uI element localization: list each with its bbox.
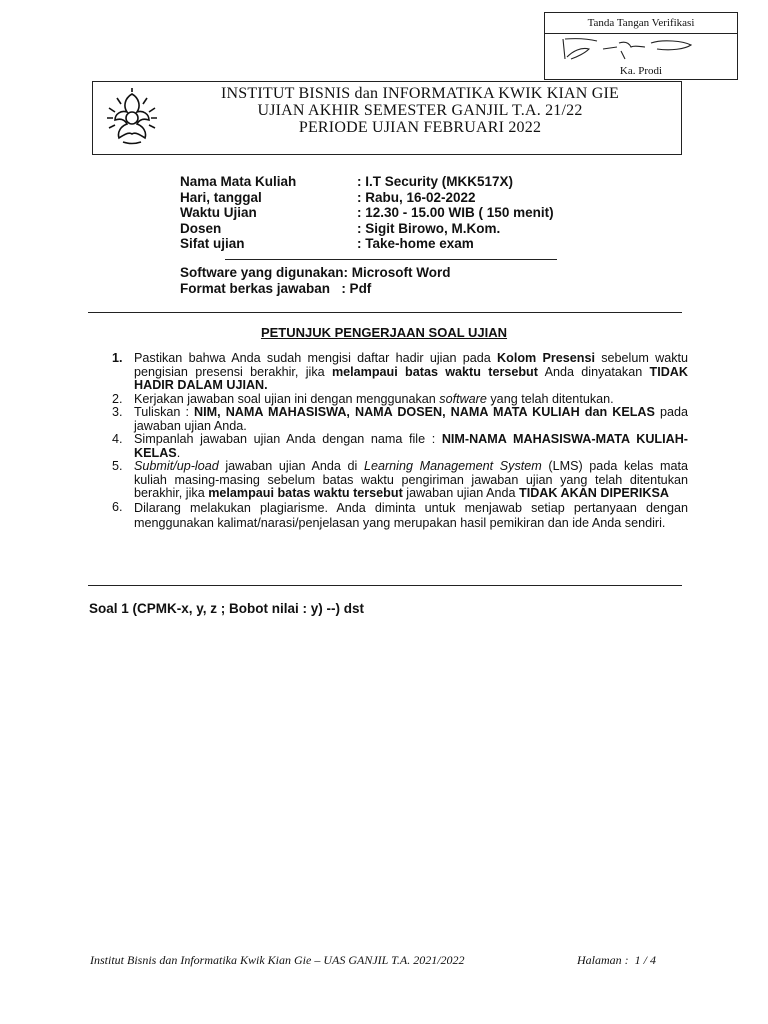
- item-number: 6.: [112, 499, 123, 514]
- info-row-course-name: [180, 174, 554, 190]
- verification-role: Ka. Prodi: [619, 65, 663, 77]
- course-info: [180, 174, 554, 252]
- list-item: [112, 460, 688, 501]
- text-run: jawaban ujian Anda di: [218, 459, 364, 473]
- text-run: (LMS) pada kelas mata kuliah masing-masing sebelum batas waktu pengiriman jawaban ujian yang telah ditentukan berakhir, jika: [134, 459, 688, 500]
- text-run-bold: melampaui batas waktu tersebut: [331, 364, 538, 379]
- format-row: [180, 281, 451, 297]
- instructions-title: PETUNJUK PENGERJAAN SOAL UJIAN: [260, 325, 508, 340]
- info-value: : I.T Security (MKK517X): [357, 174, 514, 189]
- footer-institution: Institut Bisnis dan Informatika Kwik Kian Gie – UAS GANJIL T.A. 2021/2022: [90, 953, 465, 967]
- software-value: Microsoft Word: [348, 265, 451, 280]
- info-key: Waktu Ujian: [180, 205, 257, 220]
- item-text: [134, 460, 688, 501]
- institute-header: [92, 81, 682, 155]
- instructions-list: [112, 352, 688, 531]
- footer-page-number: Halaman : 1 / 4: [577, 953, 656, 967]
- header-line-3: PERIODE UJIAN FEBRUARI 2022: [298, 119, 542, 136]
- info-value: : Sigit Birowo, M.Kom.: [357, 220, 501, 236]
- item-text: [134, 406, 688, 433]
- text-run: pada jawaban ujian Anda.: [134, 405, 688, 433]
- software-label: Software yang digunakan:: [180, 265, 349, 280]
- software-row: [180, 265, 451, 281]
- item-number: 1.: [112, 351, 123, 365]
- info-key: Sifat ujian: [180, 236, 245, 251]
- section-divider: [88, 585, 682, 586]
- list-item: [112, 406, 688, 433]
- text-run-bold: NIM-NAMA MAHASISWA-MATA KULIAH-KELAS: [134, 432, 688, 460]
- verification-signature-box: [544, 12, 738, 80]
- info-value: : Take-home exam: [357, 236, 474, 251]
- item-number: 2.: [112, 391, 123, 406]
- info-row-exam-type: [180, 236, 554, 252]
- info-row-lecturer: [180, 221, 554, 237]
- format-value: : Pdf: [330, 280, 372, 296]
- info-key: Nama Mata Kuliah: [180, 174, 297, 189]
- header-line-1: INSTITUT BISNIS dan INFORMATIKA KWIK KIAN GIE: [220, 85, 619, 102]
- info-row-date: [180, 190, 554, 206]
- text-run: Kerjakan jawaban soal ujian ini dengan menggunakan: [134, 391, 440, 406]
- section-divider: [88, 312, 682, 313]
- info-divider: [225, 259, 557, 260]
- info-value: : 12.30 - 15.00 WIB ( 150 menit): [357, 205, 554, 220]
- format-label: Format berkas jawaban: [180, 280, 331, 296]
- text-run: Anda dinyatakan: [537, 364, 650, 379]
- list-item: [112, 433, 688, 460]
- item-text: [134, 352, 688, 393]
- institute-logo-icon: [103, 88, 161, 148]
- item-number: 3.: [112, 405, 123, 419]
- text-run: .: [176, 445, 181, 460]
- text-run-bold: Kolom Presensi: [497, 351, 595, 365]
- text-run-bold: NIM, NAMA MAHASISWA, NAMA DOSEN, NAMA MATA KULIAH dan KELAS: [194, 405, 655, 419]
- item-number: 4.: [112, 432, 123, 446]
- info-key: Hari, tanggal: [180, 189, 262, 205]
- text-run-bold: melampaui batas waktu tersebut: [208, 486, 403, 500]
- header-line-2: UJIAN AKHIR SEMESTER GANJIL T.A. 21/22: [257, 102, 583, 119]
- list-item: [112, 393, 688, 407]
- signature-image: [559, 35, 709, 63]
- text-run-italic: Learning Management System: [363, 459, 542, 473]
- info-row-time: [180, 205, 554, 221]
- list-item: [112, 352, 688, 393]
- item-text: Dilarang melakukan plagiarisme. Anda diminta untuk menjawab setiap pertanyaan dengan menggunakan kalimat/narasi/penjelasan yang merupakan hasil pemikiran dan ide Anda sendiri.: [134, 500, 688, 530]
- text-run-italic: Submit/up-load: [134, 459, 219, 473]
- item-text: [134, 393, 688, 407]
- text-run: yang telah ditentukan.: [486, 391, 614, 406]
- list-item: [112, 501, 688, 531]
- item-text: [134, 433, 688, 460]
- text-run: Tuliskan :: [134, 405, 195, 419]
- text-run: Simpanlah jawaban ujian Anda dengan nama file :: [134, 432, 442, 446]
- question-heading: Soal 1 (CPMK-x, y, z ; Bobot nilai : y) --) dst: [89, 601, 365, 616]
- text-run: sebelum waktu pengisian presensi berakhir, jika: [134, 351, 689, 379]
- verification-title: Tanda Tangan Verifikasi: [545, 13, 737, 34]
- text-run-italic: software: [439, 391, 487, 406]
- text-run: Pastikan bahwa Anda sudah mengisi daftar hadir ujian pada: [134, 351, 498, 365]
- text-run-bold: TIDAK AKAN DIPERIKSA: [519, 486, 669, 500]
- text-run: jawaban ujian Anda: [402, 486, 520, 500]
- text-run-bold: TIDAK HADIR DALAM UJIAN.: [134, 364, 688, 392]
- file-info: [180, 265, 451, 296]
- info-value: : Rabu, 16-02-2022: [357, 189, 476, 205]
- item-number: 5.: [112, 459, 123, 473]
- info-key: Dosen: [180, 220, 222, 236]
